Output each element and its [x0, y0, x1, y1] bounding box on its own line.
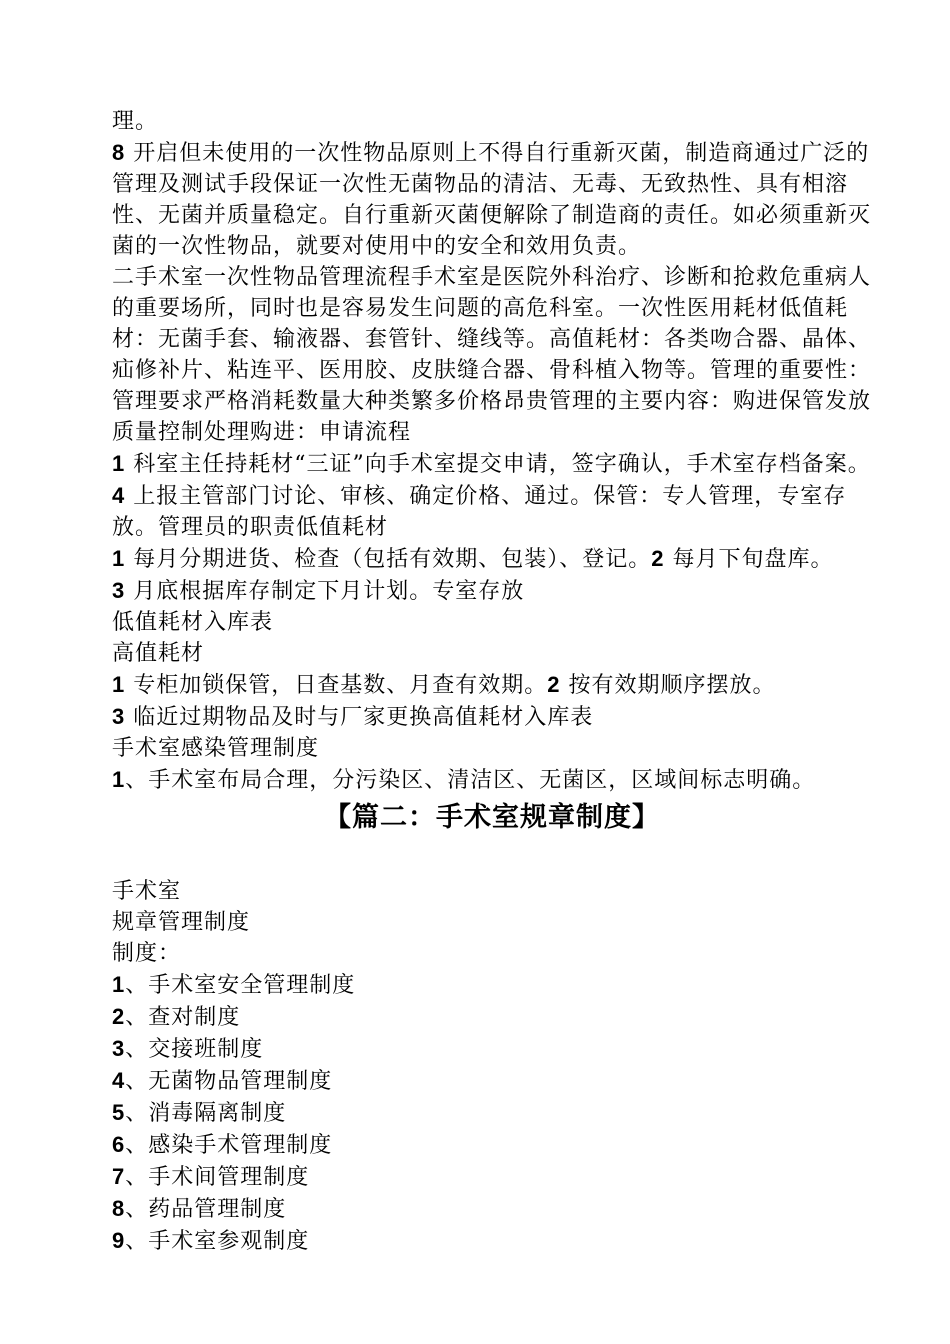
paragraph: 8 开启但未使用的一次性物品原则上不得自行重新灭菌，制造商通过广泛的管理及测试手段保证一次性无菌物品的清洁、无毒、无致热性、具有相溶性、无菌并质量稳定。自行重新灭菌便解除了制造商的责任。如必须重新灭菌的一次性物品，就要对使用中的安全和效用负责。	[112, 140, 872, 259]
item-number: 6	[112, 1132, 126, 1157]
paragraph: 低值耗材入库表	[112, 610, 274, 635]
item-number: 5	[112, 1100, 126, 1125]
item-number: 4	[112, 483, 126, 508]
list-item: 7、手术间管理制度	[112, 1164, 310, 1190]
item-number: 1	[112, 767, 126, 792]
paragraph: 制度：	[112, 941, 182, 966]
item-number: 3	[112, 578, 126, 603]
paragraph: 3 月底根据库存制定下月计划。专室存放	[112, 578, 525, 604]
list-item: 1、手术室安全管理制度	[112, 972, 356, 998]
item-number: 1	[112, 672, 126, 697]
item-number: 1	[112, 972, 126, 997]
item-number: 4	[112, 1068, 126, 1093]
paragraph: 4 上报主管部门讨论、审核、确定价格、通过。保管：专人管理，专室存放。管理员的职责低值耗材	[112, 483, 847, 540]
paragraph: 手术室	[112, 879, 182, 904]
item-number: 7	[112, 1164, 126, 1189]
item-number: 1	[112, 451, 126, 476]
item-number: 8	[112, 140, 126, 165]
item-number: 9	[112, 1228, 126, 1253]
paragraph: 1 专柜加锁保管，日查基数、月查有效期。2 按有效期顺序摆放。	[112, 672, 776, 698]
paragraph: 手术室感染管理制度	[112, 736, 320, 761]
paragraph: 1 每月分期进货、检查（包括有效期、包装）、登记。2 每月下旬盘库。	[112, 546, 834, 572]
list-item: 4、无菌物品管理制度	[112, 1068, 333, 1094]
list-item: 5、消毒隔离制度	[112, 1100, 287, 1126]
document-body	[112, 106, 872, 1257]
list-item: 8、药品管理制度	[112, 1196, 287, 1222]
paragraph: 1 科室主任持耗材“三证”向手术室提交申请，签字确认，手术室存档备案。	[112, 451, 871, 477]
paragraph: 理。	[112, 109, 159, 134]
item-number: 2	[112, 1004, 126, 1029]
list-item: 9、手术室参观制度	[112, 1228, 310, 1254]
list-item: 2、查对制度	[112, 1004, 241, 1030]
paragraph: 二手术室一次性物品管理流程手术室是医院外科治疗、诊断和抢救危重病人的重要场所，同时也是容易发生问题的高危科室。一次性医用耗材低值耗材：无菌手套、输液器、套管针、缝线等。高值耗材：各类吻合器、晶体、疝修补片、粘连平、医用胶、皮肤缝合器、骨科植入物等。管理的重要性：管理要求严格消耗数量大种类繁多价格昂贵管理的主要内容：购进保管发放质量控制处理购进：申请流程	[112, 265, 872, 445]
section-heading: 【篇二：手术室规章制度】	[324, 802, 660, 833]
list-item: 6、感染手术管理制度	[112, 1132, 333, 1158]
paragraph: 高值耗材	[112, 641, 205, 666]
paragraph: 规章管理制度	[112, 910, 251, 935]
item-number: 1	[112, 546, 126, 571]
paragraph: 1、手术室布局合理，分污染区、清洁区、无菌区，区域间标志明确。	[112, 767, 816, 793]
list-item: 3、交接班制度	[112, 1036, 264, 1062]
item-number: 2	[651, 546, 665, 571]
item-number: 3	[112, 1036, 126, 1061]
item-number: 3	[112, 704, 126, 729]
item-number: 2	[547, 672, 561, 697]
item-number: 8	[112, 1196, 126, 1221]
paragraph: 3 临近过期物品及时与厂家更换高值耗材入库表	[112, 704, 594, 730]
